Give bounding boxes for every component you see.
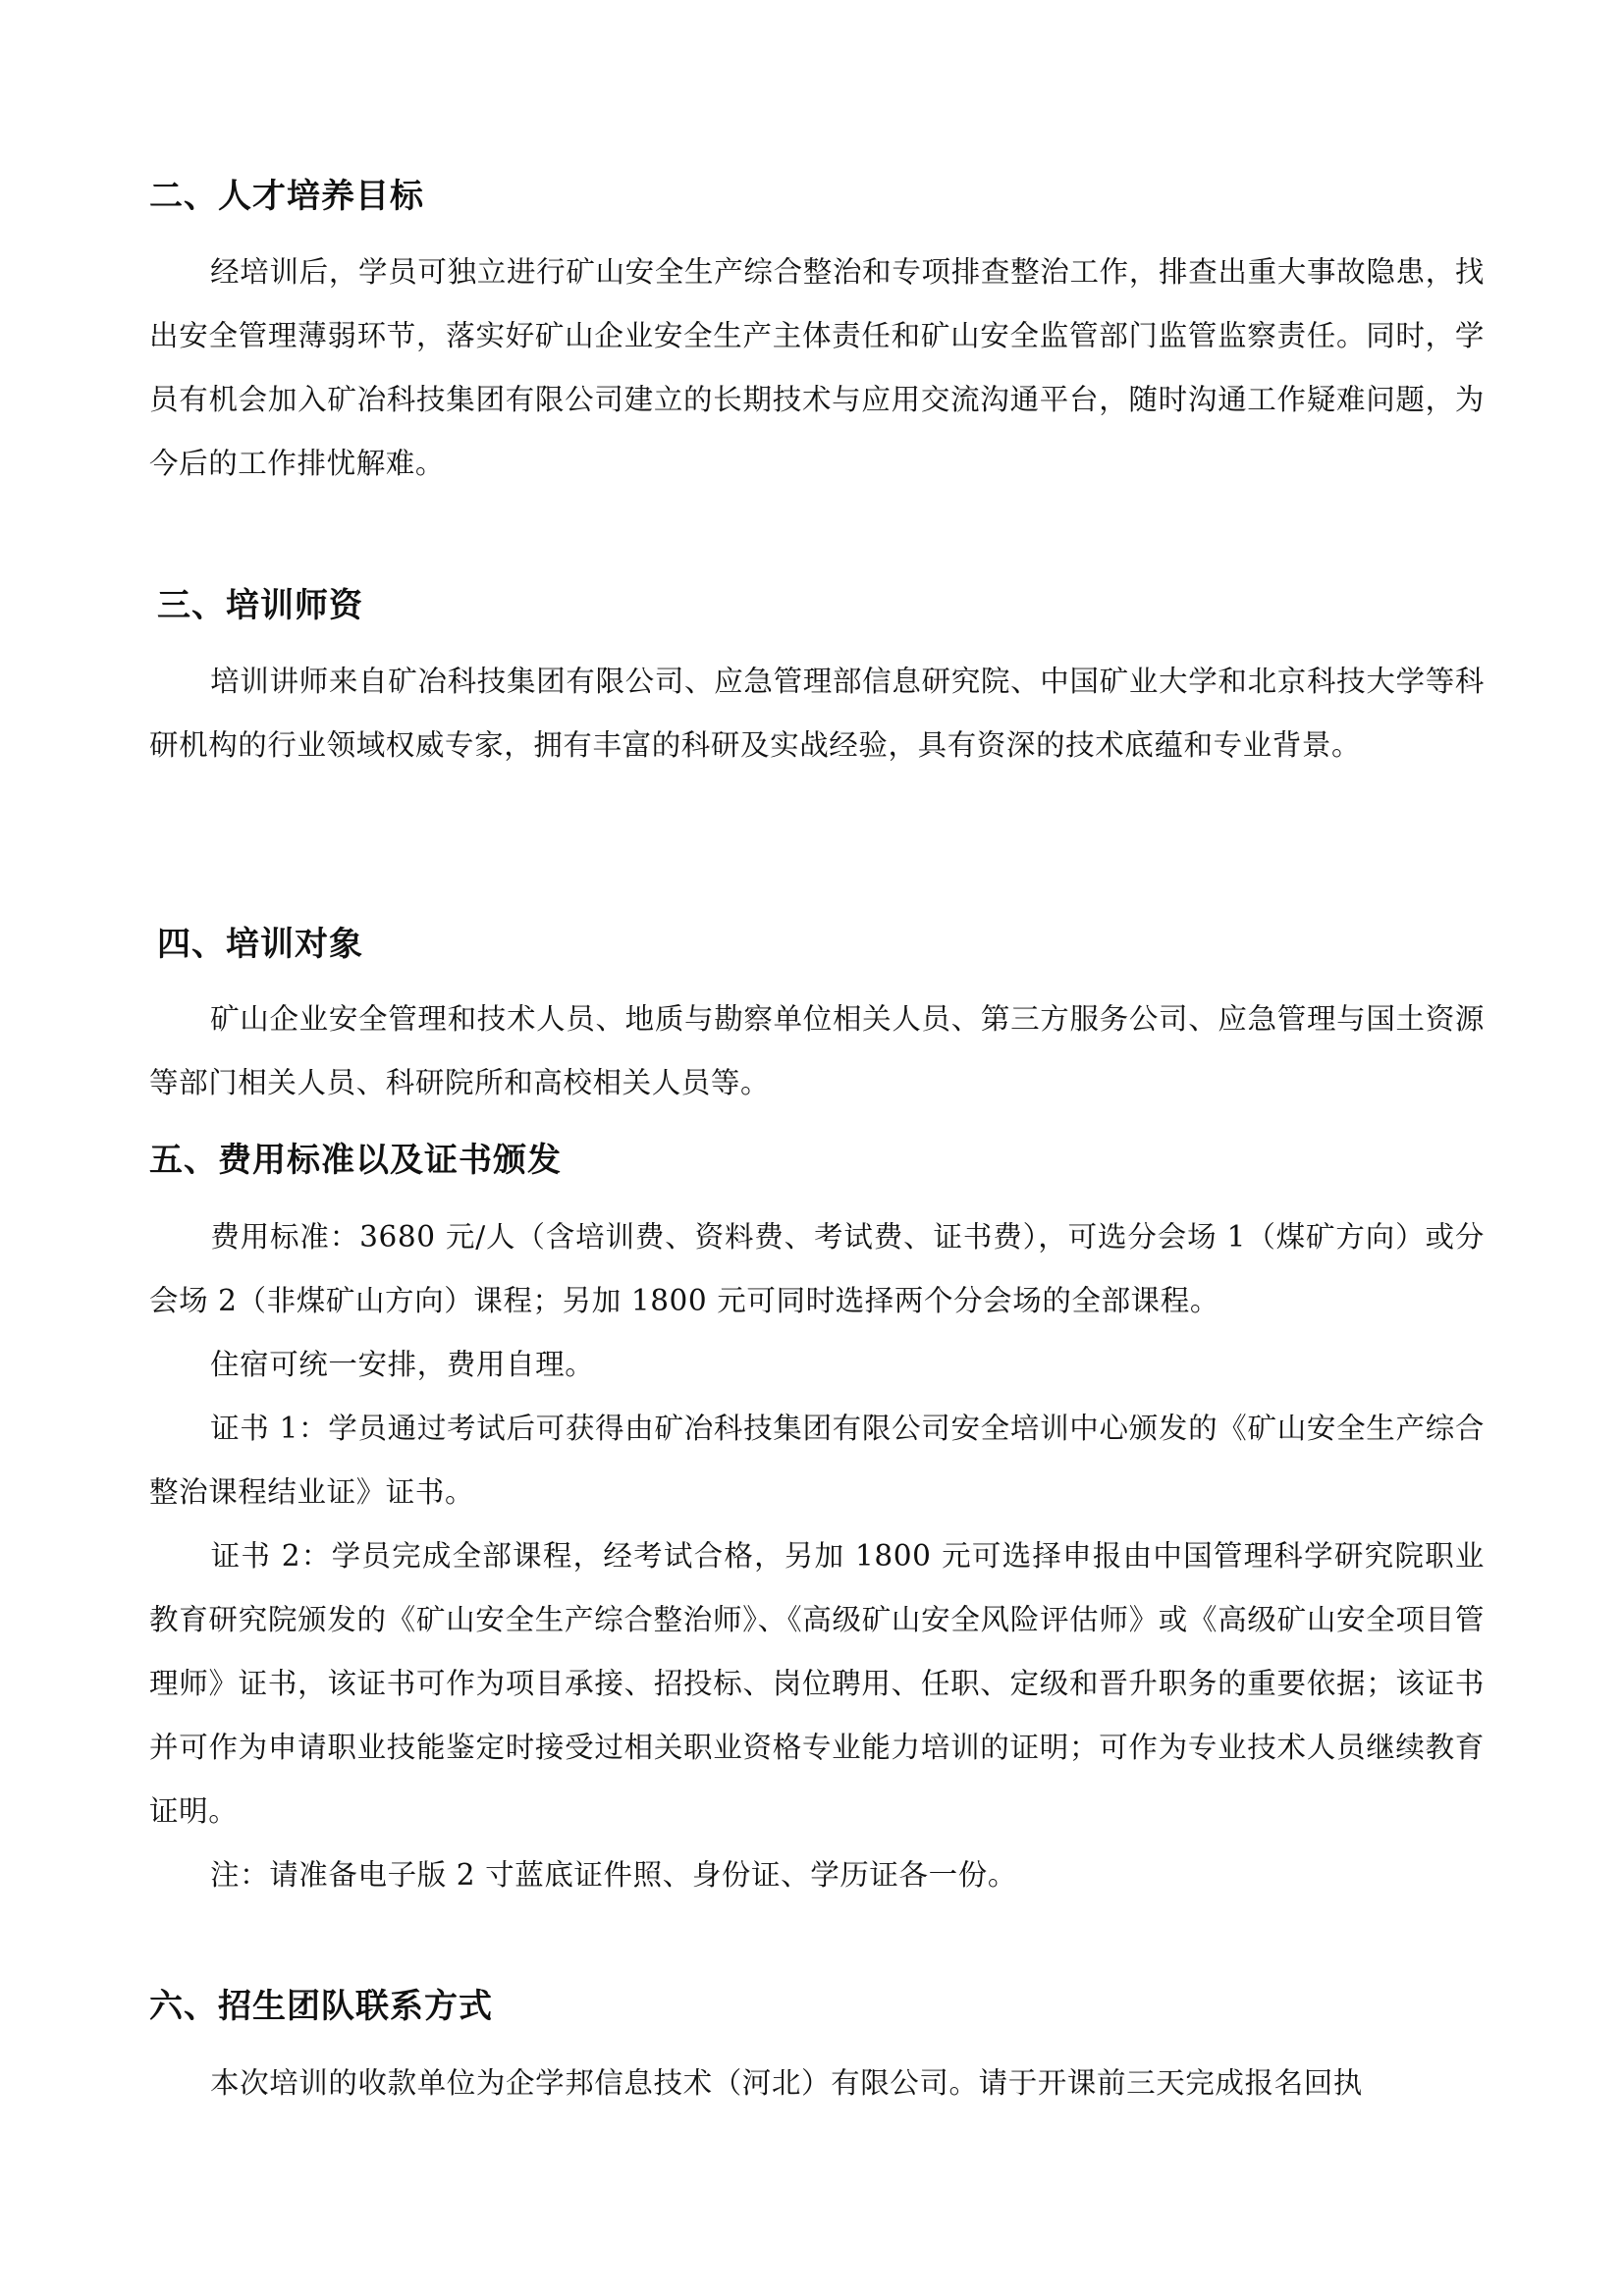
section-heading-talent-goals: 二、人才培养目标 [149, 177, 424, 216]
paragraph-trainers: 培训讲师来自矿冶科技集团有限公司、应急管理部信息研究院、中国矿业大学和北京科技大学等科研机构的行业领域权威专家，拥有丰富的科研及实战经验，具有资深的技术底蕴和专业背景。 [149, 665, 1485, 762]
paragraph-talent-goals: 经培训后，学员可独立进行矿山安全生产综合整治和专项排查整治工作，排查出重大事故隐患，找出安全管理薄弱环节，落实好矿山企业安全生产主体责任和矿山安全监管部门监管监察责任。同时，学员有机会加入矿冶科技集团有限公司建立的长期技术与应用交流沟通平台，随时沟通工作疑难问题，为今后的工作排忧解难。 [149, 255, 1485, 480]
paragraph-certificate-1: 证书 1：学员通过考试后可获得由矿冶科技集团有限公司安全培训中心颁发的《矿山安全生产综合整治课程结业证》证书。 [149, 1412, 1485, 1509]
section-heading-fees-certificates: 五、费用标准以及证书颁发 [149, 1141, 562, 1180]
paragraph-contact: 本次培训的收款单位为企学邦信息技术（河北）有限公司。请于开课前三天完成报名回执 [210, 2066, 1363, 2100]
section-heading-trainers: 三、培训师资 [157, 586, 363, 625]
paragraph-accommodation: 住宿可统一安排，费用自理。 [210, 1348, 595, 1381]
paragraph-note: 注：请准备电子版 2 寸蓝底证件照、身份证、学历证各一份。 [210, 1858, 1017, 1892]
paragraph-certificate-2: 证书 2：学员完成全部课程，经考试合格，另加 1800 元可选择申报由中国管理科学研究院职业教育研究院颁发的《矿山安全生产综合整治师》、《高级矿山安全风险评估师》或《高级矿山安全项目管理师》证书，该证书可作为项目承接、招投标、岗位聘用、任职、定级和晋升职务的重要依据；该证书并可作为申请职业技能鉴定时接受过相关职业资格专业能力培训的证明；可作为专业技术人员继续教育证明。 [149, 1539, 1485, 1828]
section-heading-audience: 四、培训对象 [157, 925, 363, 964]
paragraph-fee-standard: 费用标准：3680 元/人（含培训费、资料费、考试费、证书费），可选分会场 1（煤矿方向）或分会场 2（非煤矿山方向）课程；另加 1800 元可同时选择两个分会场的全部课程。 [149, 1220, 1485, 1317]
paragraph-audience: 矿山企业安全管理和技术人员、地质与勘察单位相关人员、第三方服务公司、应急管理与国土资源等部门相关人员、科研院所和高校相关人员等。 [149, 1002, 1485, 1099]
section-heading-contact: 六、招生团队联系方式 [149, 1987, 493, 2026]
